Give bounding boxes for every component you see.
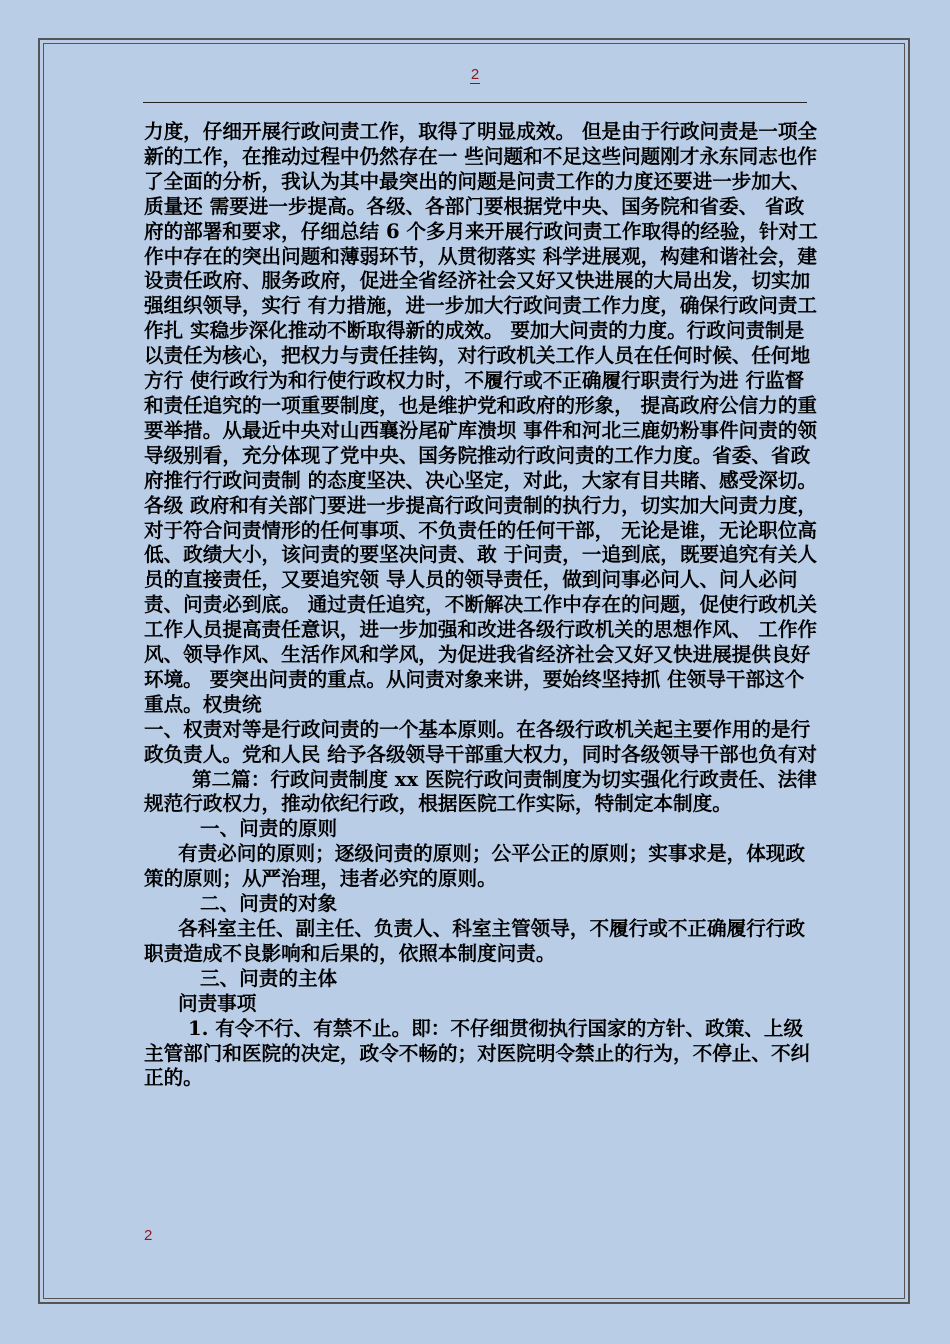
heading-principles: 一、问责的原则 [200, 817, 338, 841]
heading-targets: 二、问责的对象 [200, 892, 338, 916]
paragraph-main: 力度，仔细开展行政问责工作，取得了明显成效。 但是由于行政问责是一项全新的工作，在推动过程中仍然存在一 些问题和不足这些问题刚才永东同志也作了全面的分析，我认为其中最突出的问题是问责工作的力度还要进一步加大、质量还 需要进一步提高。各级、各部门要根据党中央、国务院和省委、 省政府的部署和要求，仔细总结 6 个多月来开展行政问责工作取得的经验，针对工作中存在的突出问题和薄弱环节，从贯彻落实 科学进展观，构建和谐社会，建设责任政府、服务政府，促进全省经济社会又好又快进展的大局出发，切实加强组织领导，实行 有力措施，进一步加大行政问责工作力度，确保行政问责工作扎 实稳步深化推动不断取得新的成效。 要加大问责的力度。行政问责制是以责任为核心，把权力与责任挂钩，对行政机关工作人员在任何时候、任何地方行 使行政行为和行使行政权力时，不履行或不正确履行职责行为进 行监督和责任追究的一项重要制度，也是维护党和政府的形象， 提高政府公信力的重要举措。从最近中央对山西襄汾尾矿库溃坝 事件和河北三鹿奶粉事件问责的领导级别看，充分体现了党中央、国务院推动行政问责的工作力度。省委、省政府推行行政问责制 的态度坚决、决心坚定，对此，大家有目共睹、感受深切。各级 政府和有关部门要进一步提高行政问责制的执行力，切实加大问责力度，对于符合问责情形的任何事项、不负责任的任何干部， 无论是谁，无论职位高低、政绩大小，该问责的要坚决问责、敢 于问责，一追到底，既要追究有关人员的直接责任，又要追究领 导人员的领导责任，做到问事必问人、问人必问责、问责必到底。 通过责任追究，不断解决工作中存在的问题，促使行政机关工作人员提高责任意识，进一步加强和改进各级行政机关的思想作风、 工作作风、领导作风、生活作风和学风，为促进我省经济社会又好又快进展提供良好环境。 要突出问责的重点。从问责对象来讲，要始终坚持抓 住领导干部这个重点。权贵统 [144, 120, 818, 716]
paragraph-matter-1: 1. 有令不行、有禁不止。即：不仔细贯彻执行国家的方针、政策、上级主管部门和医院的决定，政令不畅的；对医院明令禁止的行为，不停止、不纠正的。 [144, 1016, 811, 1090]
paragraph-principles: 有责必问的原则；逐级问责的原则；公平公正的原则；实事求是，体现政策的原则；从严治理，违者必究的原则。 [144, 842, 805, 891]
header-page-number: 2 [470, 66, 480, 83]
header-rule [143, 102, 807, 103]
heading-subject: 三、问责的主体 [200, 966, 338, 990]
heading-matters: 问责事项 [178, 991, 257, 1015]
paragraph-second-article: 第二篇：行政问责制度 xx 医院行政问责制度为切实强化行政责任、法律规范行政权力，推动依纪行政，根据医院工作实际，特制定本制度。 [144, 767, 817, 816]
paragraph-targets: 各科室主任、副主任、负责人、科室主管领导，不履行或不正确履行行政职责造成不良影响和后果的，依照本制度问责。 [144, 917, 805, 965]
footer-page-number: 2 [144, 1227, 153, 1244]
paragraph-principle: 一、权责对等是行政问责的一个基本原则。在各级行政机关起主要作用的是行政负责人。党和人民 给予各级领导干部重大权力，同时各级领导干部也负有对 [144, 717, 818, 766]
document-body [144, 120, 818, 1091]
